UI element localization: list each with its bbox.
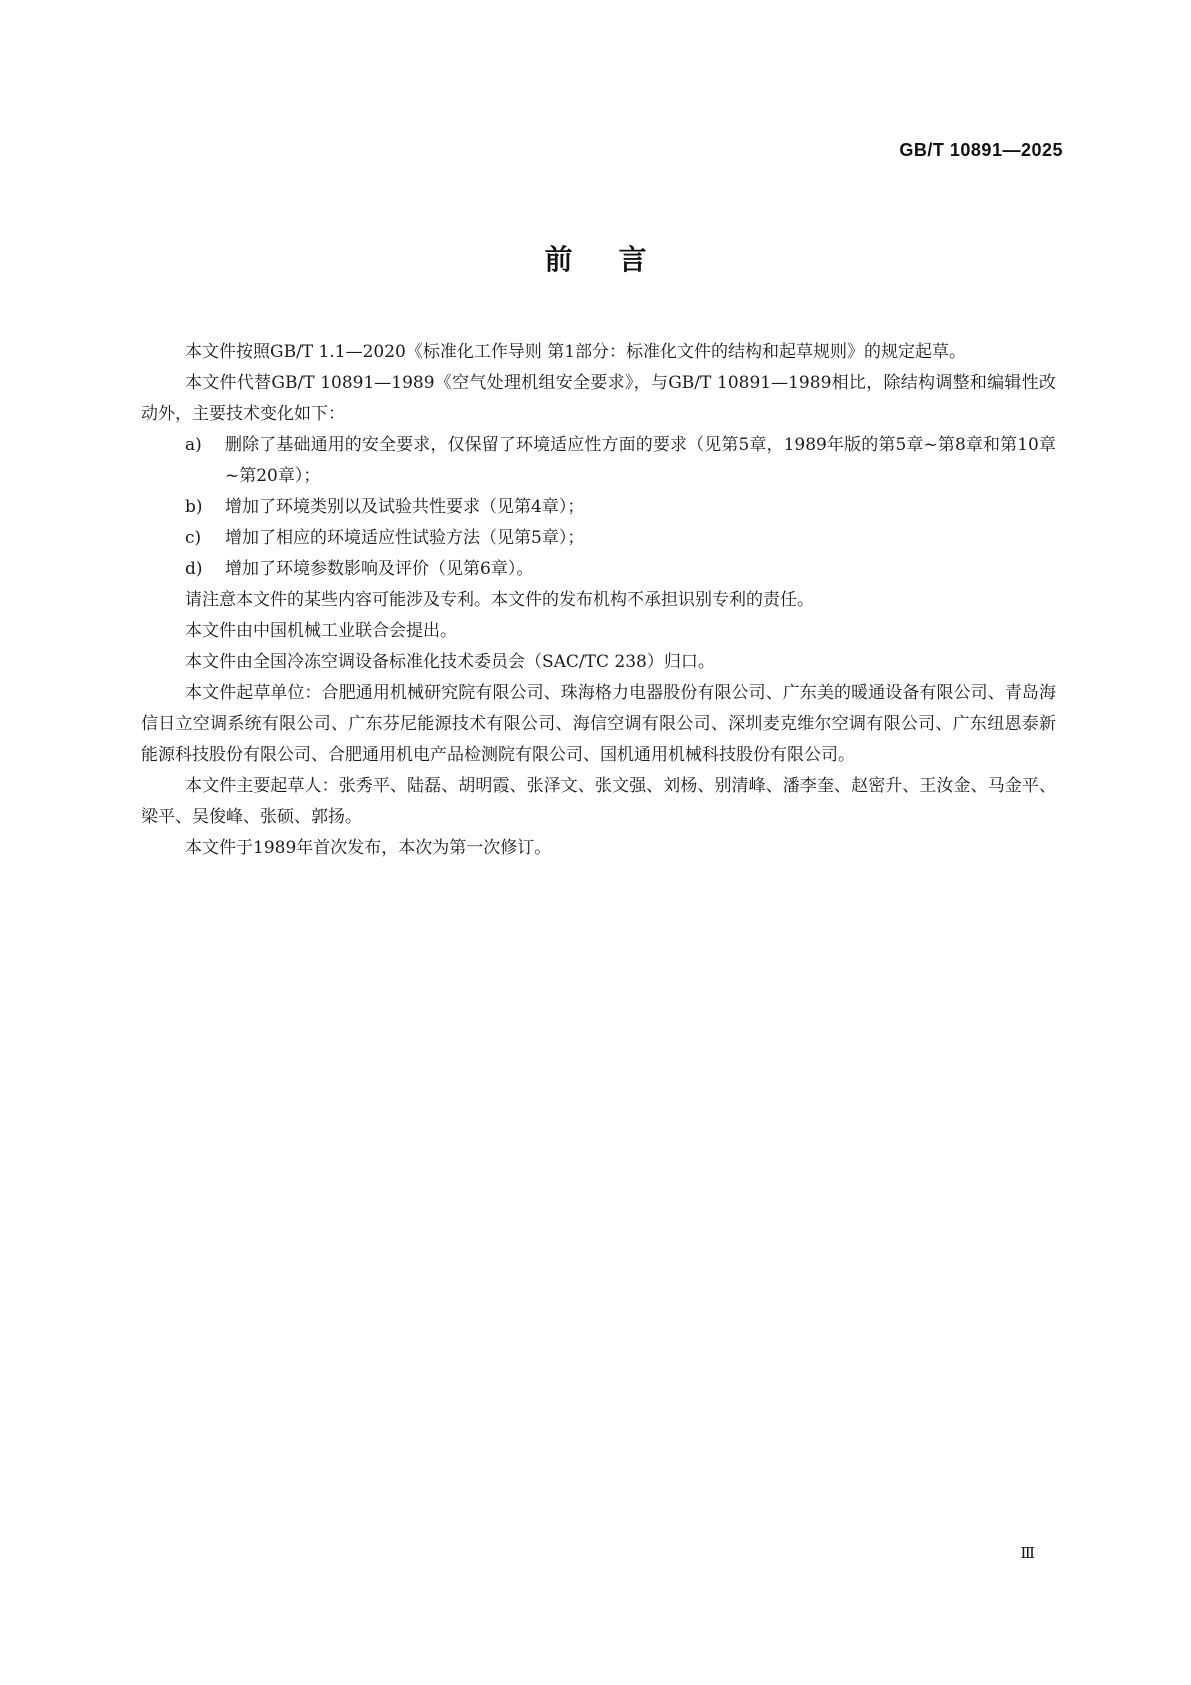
paragraph-patent-notice: 请注意本文件的某些内容可能涉及专利。本文件的发布机构不承担识别专利的责任。 [185, 590, 814, 610]
standard-code: GB/T 10891—2025 [899, 140, 1063, 160]
list-item-change-d [141, 554, 1056, 585]
list-marker: c) [185, 528, 202, 548]
paragraph-committee: 本文件由全国冷冻空调设备标准化技术委员会（SAC/TC 238）归口。 [185, 652, 715, 672]
paragraph-drafters: 本文件主要起草人：张秀平、陆磊、胡明霞、张泽文、张文强、刘杨、别清峰、潘李奎、赵密升、王汝金、马金平、梁平、吴俊峰、张硕、郭扬。 [141, 776, 1056, 827]
list-item-text: 增加了相应的环境适应性试验方法（见第5章）； [225, 528, 585, 548]
list-item-text: 增加了环境参数影响及评价（见第6章）。 [225, 559, 534, 579]
list-item-text: 增加了环境类别以及试验共性要求（见第4章）； [225, 497, 585, 517]
list-item-text: 删除了基础通用的安全要求，仅保留了环境适应性方面的要求（见第5章，1989年版的第5章~第8章和第10章~第20章）； [225, 435, 1056, 486]
paragraph-replacement: 本文件代替GB/T 10891—1989《空气处理机组安全要求》，与GB/T 10891—1989相比，除结构调整和编辑性改动外，主要技术变化如下： [141, 373, 1056, 424]
list-item-change-b [141, 492, 1056, 523]
list-item-change-c [141, 523, 1056, 554]
paragraph-proposer: 本文件由中国机械工业联合会提出。 [185, 621, 457, 641]
paragraph-drafting-basis: 本文件按照GB/T 1.1—2020《标准化工作导则 第1部分：标准化文件的结构和起草规则》的规定起草。 [185, 342, 967, 362]
foreword-body [141, 337, 1056, 864]
list-marker: d) [185, 559, 203, 579]
paragraph-publication-history: 本文件于1989年首次发布，本次为第一次修订。 [185, 838, 552, 858]
list-item-change-a [141, 430, 1056, 492]
list-marker: a) [185, 435, 202, 455]
list-marker: b) [185, 497, 203, 517]
paragraph-drafting-units: 本文件起草单位：合肥通用机械研究院有限公司、珠海格力电器股份有限公司、广东美的暖通设备有限公司、青岛海信日立空调系统有限公司、广东芬尼能源技术有限公司、海信空调有限公司、深圳麦克维尔空调有限公司、广东纽恩泰新能源科技股份有限公司、合肥通用机电产品检测院有限公司、国机通用机械科技股份有限公司。 [141, 683, 1056, 765]
page-title: 前言 [544, 243, 693, 276]
page-number: Ⅲ [1020, 1544, 1035, 1562]
